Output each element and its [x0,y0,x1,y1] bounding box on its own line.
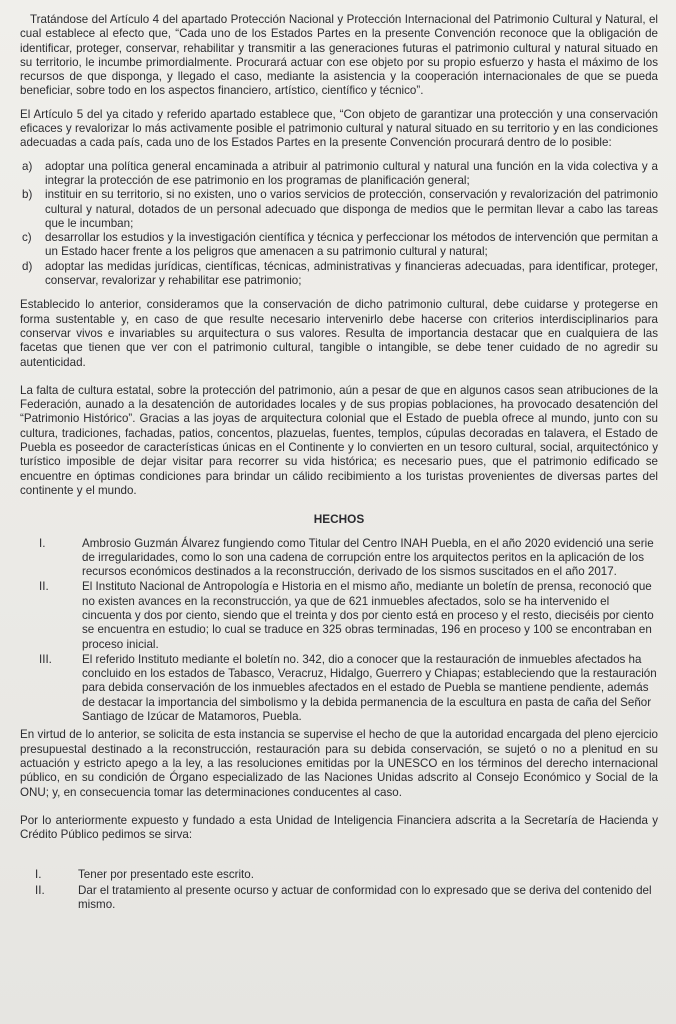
list-item [20,868,658,882]
list-item-text: Tener por presentado este escrito. [78,868,254,882]
list-item-text: El referido Instituto mediante el boletín no. 342, dio a conocer que la restauración de inmuebles afectados ha concluido en los estados de Tabasco, Veracruz, Hidalgo, Guerrero y Chiapas; estableciendo que la restauración para debida conservación de los inmuebles afectados en el estado de Puebla se mantiene pendiente, además de destacar la importancia del simbolismo y la debida permanencia de la escultura en pasta de caña del Señor Santiago de Izúcar de Matamoros, Puebla. [82,652,657,724]
list-item-text: Ambrosio Guzmán Álvarez fungiendo como Titular del Centro INAH Puebla, en el año 2020 evidenció una serie de irregularidades, como lo son una cadena de corrupción entre los arquitectos peritos en la aplicación de los recursos económicos destinados a la reconstrucción, derivado de los sismos suscitados en el año 2017. [82,536,654,579]
list-item [20,260,658,289]
section-heading-hechos: HECHOS [313,512,365,527]
list-item-text: adoptar las medidas jurídicas, científicas, técnicas, administrativas y financieras adecuadas, para identificar, proteger, conservar, revalorizar y rehabilitar ese patrimonio; [45,259,658,288]
list-item-text: El Instituto Nacional de Antropología e Historia en el mismo año, mediante un boletín de prensa, reconoció que no existen avances en la reconstrucción, ya que de 621 inmuebles afectados, solo se ha intervenido el cincuenta y dos por ciento, siendo que el treinta y dos por ciento está en proceso y el resto, dieciséis por ciento se encuentra en estudio; lo cual se traduce en 325 obras terminadas, 196 en proceso y 100 se encontraban en proceso inicial. [82,580,654,651]
list-item [20,653,658,724]
paragraph-article-4: Tratándose del Artículo 4 del apartado Protección Nacional y Protección Internacional del Patrimonio Cultural y Natural, el cual establece al efecto que, “Cada uno de los Estados Partes en la presente Convención reconoce que la obligación de identificar, proteger, conservar, rehabilitar y transmitir a las generaciones futuras el patrimonio cultural y natural situado en su territorio, le incumbe primordialmente. Procurará actuar con ese objeto por su propio esfuerzo y hasta el máximo de los recursos de que disponga, y llegado el caso, mediante la asistencia y la cooperación internacionales de que se pueda beneficiar, sobre todo en los aspectos financiero, artístico, científico y técnico”. [20,13,658,98]
list-marker: II. [35,883,45,897]
list-item [20,188,658,231]
list-marker: d) [22,259,33,273]
list-item-text: Dar el tratamiento al presente ocurso y actuar de conformidad con lo expresado que se deriva del contenido del mismo. [78,883,652,912]
list-marker: c) [22,231,32,245]
paragraph-article-5: El Artículo 5 del ya citado y referido apartado establece que, “Con objeto de garantizar una protección y una conservación eficaces y revalorizar lo más activamente posible el patrimonio cultural y natural situado en su territorio y en las condiciones adecuadas a cada país, cada uno de los Estados Partes en la presente Convención procurará dentro de lo posible: [20,107,658,150]
list-item-text: desarrollar los estudios y la investigación científica y técnica y perfeccionar los métodos de intervención que permitan a un Estado hacer frente a los peligros que amenacen a su patrimonio cultural y natural; [45,231,658,259]
list-marker: III. [39,652,52,666]
paragraph-cultural-heritage: La falta de cultura estatal, sobre la protección del patrimonio, aún a pesar de que en algunos casos sean atribuciones de la Federación, aunado a la desatención de autoridades locales y de sus propias poblaciones, ha provocado desatención del “Patrimonio Histórico”. Gracias a las joyas de arquitectura colonial que el Estado de puebla ofrece al mundo, junto con su cultura, tradiciones, fachadas, patios, concentos, plazuelas, fuentes, templos, cúpulas decoradas en talavera, el Estado de Puebla es poseedor de características únicas en el Continente y lo convierten en un tesoro cultural, social, arquitectónico y turístico imposible de dejar visitar para recorrer su vida histórica; es necesario pues, que el patrimonio edificado se encuentre en óptimas condiciones para brindar un cálido recibimiento a los turistas provenientes de diversas partes del continente y el mundo. [20,383,658,497]
list-item [20,160,658,189]
list-item [20,231,658,260]
list-item [20,537,658,580]
paragraph-conservation: Establecido lo anterior, consideramos que la conservación de dicho patrimonio cultural, debe cuidarse y protegerse en forma sustentable y, en caso de que resulte necesario intervenirlo debe hacerse con criterios interdisciplinarios para conservar vivos e invariables su arquitectura o sus valores. Resulta de importancia destacar que en cualquiera de las facetas que tienen que ver con el patrimonio cultural, tangible o intangible, se debe tener cuidado de no agredir su autenticidad. [20,298,658,369]
article-5-list [20,160,658,289]
list-marker: a) [22,159,33,173]
list-item-text: adoptar una política general encaminada a atribuir al patrimonio cultural y natural una función en la vida colectiva y a integrar la protección de ese patrimonio en los programas de planificación general; [45,159,658,187]
list-item [20,580,658,651]
list-marker: II. [39,580,49,594]
list-marker: b) [22,188,33,202]
requests-list [20,868,658,912]
paragraph-petition: Por lo anteriormente expuesto y fundado a esta Unidad de Inteligencia Financiera adscrita a la Secretaría de Hacienda y Crédito Público pedimos se sirva: [20,813,658,842]
list-marker: I. [35,868,42,882]
list-item-text: instituir en su territorio, si no existen, uno o varios servicios de protección, conservación y revalorización del patrimonio cultural y natural, dotados de un personal adecuado que disponga de medios que le permitan llevar a cabo las tareas que le incumban; [45,188,658,230]
list-item [20,884,658,913]
paragraph-request: En virtud de lo anterior, se solicita de esta instancia se supervise el hecho de que la autoridad encargada del pleno ejercicio presupuestal destinado a la reconstrucción, restauración para su debida conservación, se sujetó o no a plenitud en su actuación y estricto apego a la ley, a las resoluciones emitidas por la UNESCO en los términos del derecho internacional público, en su condición de Órgano especializado de las Naciones Unidas adscrito al Consejo Económico y Social de la ONU; y, en consecuencia tomar las determinaciones conducentes al caso. [20,728,658,799]
hechos-list [20,537,658,725]
list-marker: I. [39,536,46,550]
